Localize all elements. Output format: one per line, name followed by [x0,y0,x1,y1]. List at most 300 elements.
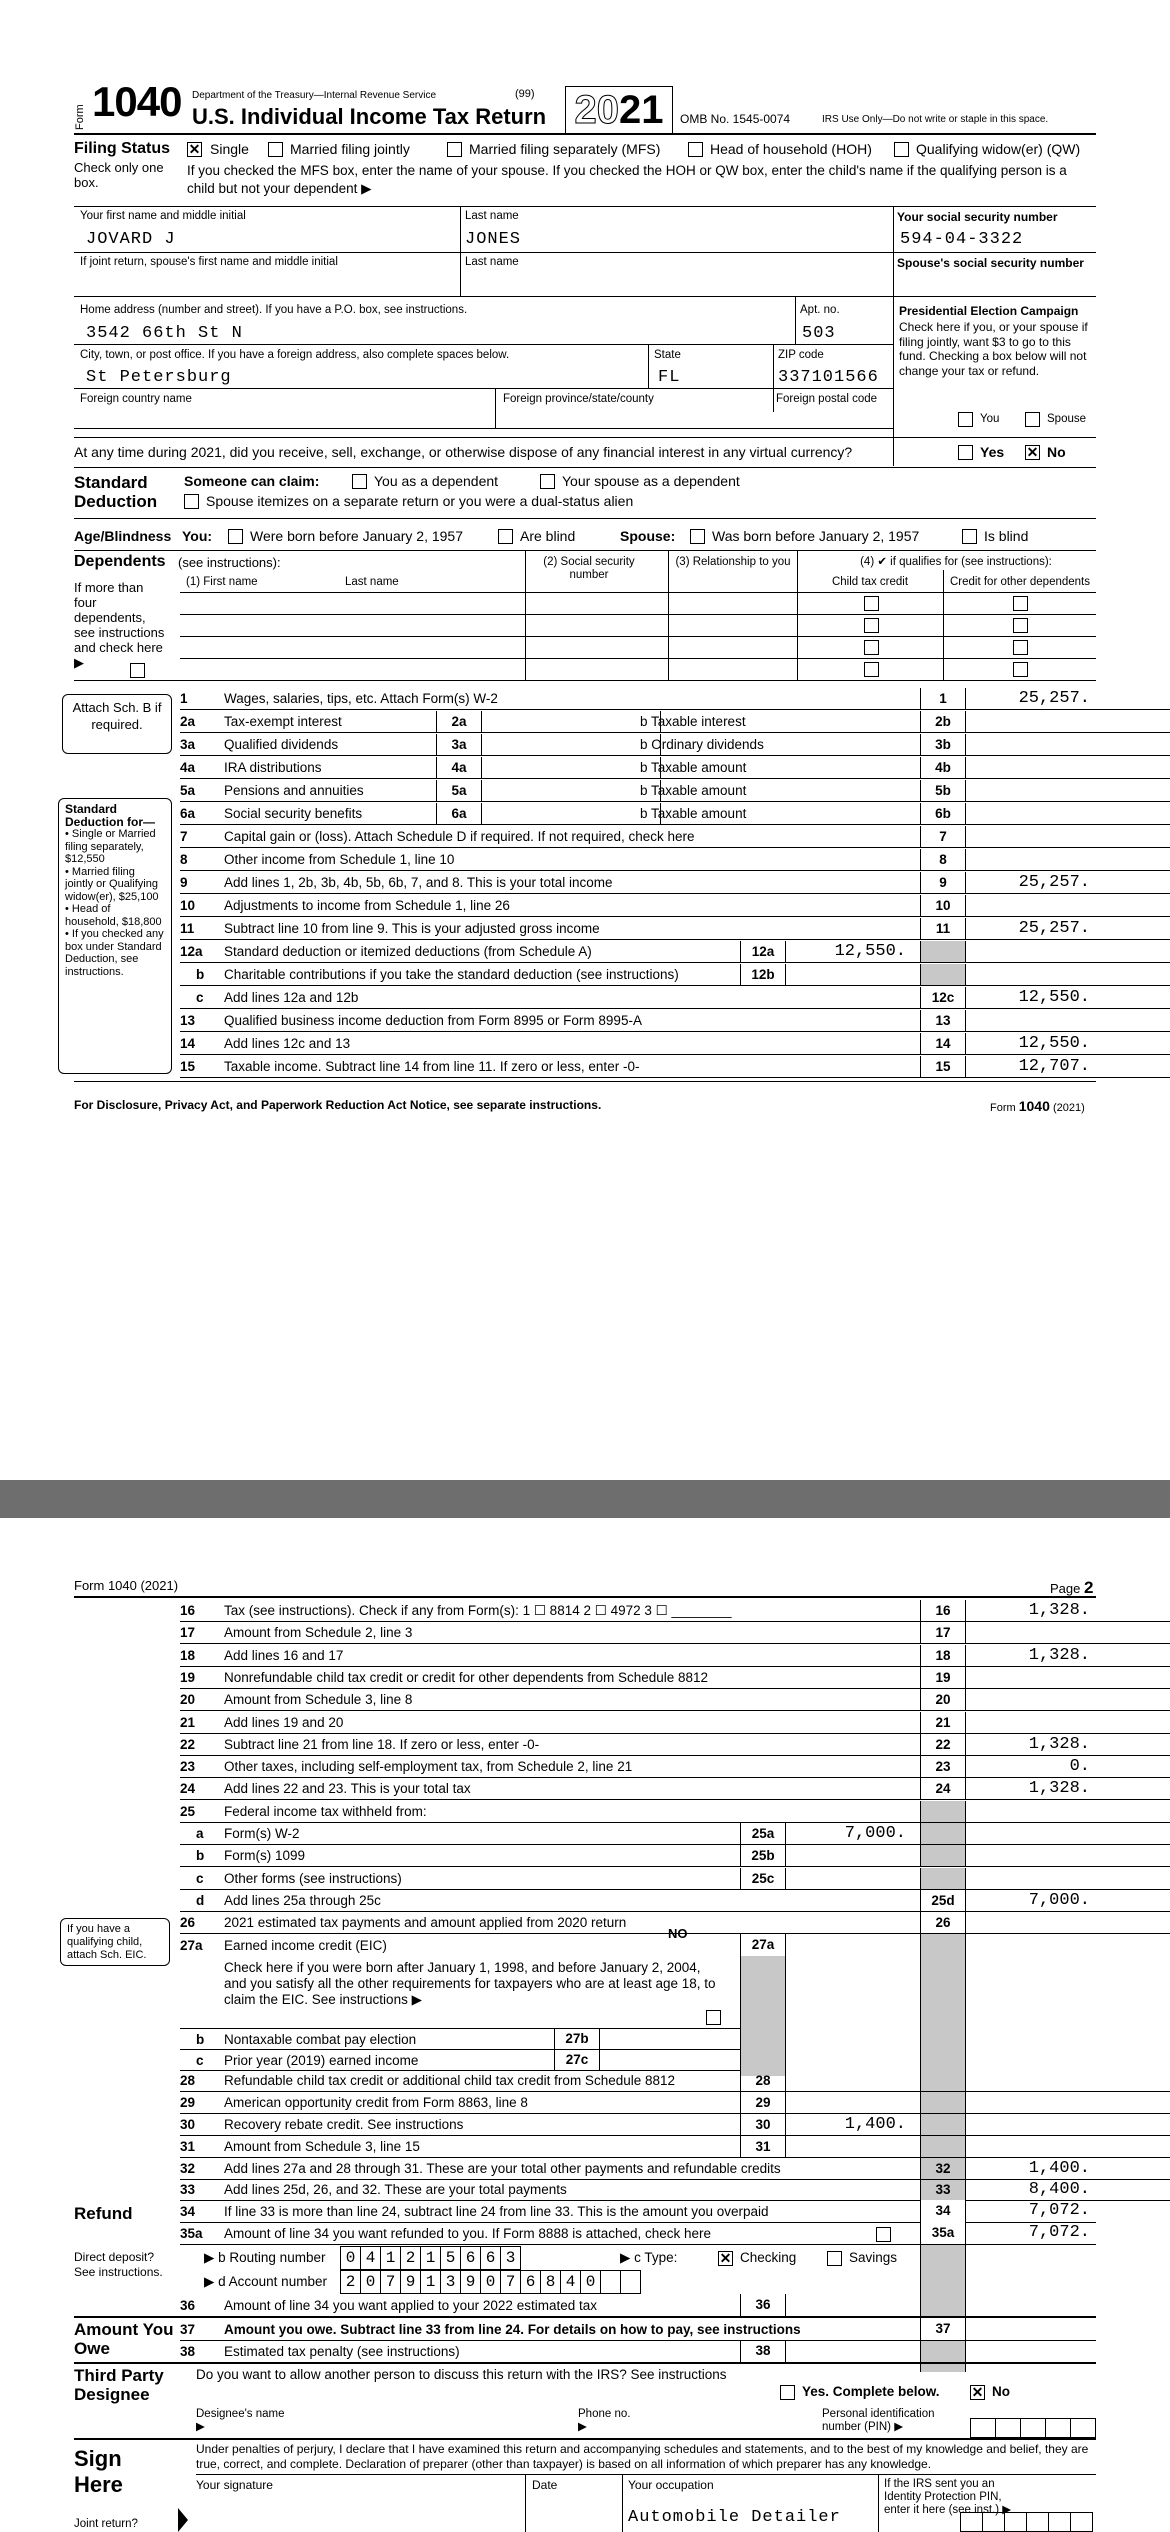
line-15-row [0,1056,1170,1078]
line-label: Add lines 12a and 12b [224,990,359,1005]
line-31-row [0,2136,1170,2158]
dep4-odc-checkbox[interactable] [1013,662,1028,677]
line-label: Federal income tax withheld from: [224,1803,427,1819]
line-box-number [920,1801,966,1822]
ssn-value[interactable]: 594-04-3322 [900,230,1024,249]
line-amount[interactable]: 1,400. [1028,2159,1090,2178]
line-number: b [196,1848,205,1864]
dep2-odc-checkbox[interactable] [1013,618,1028,633]
line-25-row [0,1801,1170,1823]
line-sub-field[interactable] [784,1823,921,1845]
you-blind-label: Are blind [520,528,576,544]
line-amount[interactable]: 12,707. [1018,1057,1090,1076]
line-35a-amount[interactable]: 7,072. [1028,2223,1090,2242]
last-name-value[interactable]: JONES [465,230,522,249]
account-digit: 0 [361,2271,381,2293]
line-2b-row [0,711,1170,733]
routing-digit: 5 [441,2247,461,2269]
line-6b-row [0,803,1170,825]
line-13-row [0,1010,1170,1032]
occupation-value[interactable]: Automobile Detailer [628,2508,841,2527]
designee-pin-field[interactable] [970,2418,1096,2438]
dep1-odc-checkbox[interactable] [1013,596,1028,611]
line-amount[interactable]: 8,400. [1028,2180,1090,2199]
line-number: 16 [180,1603,196,1618]
line-box-number [920,2136,966,2157]
line-box-number: 22 [920,1734,966,1755]
line-box-number [920,1868,966,1889]
department: Department of the Treasury—Internal Revenue Service [192,90,437,101]
line-14-row [0,1033,1170,1055]
pec-you-checkbox[interactable] [958,412,973,427]
line-label: Nonrefundable child tax credit or credit for other dependents from Schedule 8812 [224,1669,709,1685]
spouse-born-label: Was born before January 2, 1957 [712,528,920,544]
line-label: American opportunity credit from Form 8863, line 8 [224,2095,528,2110]
line-sub-field[interactable] [480,711,661,733]
line-label: Other forms (see instructions) [224,1870,402,1886]
mfs-label: Married filing separately (MFS) [469,141,661,157]
line-9-row [0,872,1170,894]
you-dependent-checkbox[interactable] [352,474,367,489]
line-sub-box: 6a [436,803,482,824]
line-number: 28 [180,2073,196,2088]
line-27b-box: 27b [554,2028,600,2049]
dep2-ctc-checkbox[interactable] [864,618,879,633]
age-blindness-heading: Age/Blindness [74,528,172,544]
line-sub-field[interactable] [784,2092,921,2114]
line-box-number: 2b [920,711,966,732]
line-box-number: 12c [920,987,966,1008]
form-label: Form [74,104,86,130]
line-amount[interactable]: 1,328. [1028,1779,1090,1799]
line-number: 24 [180,1781,196,1797]
routing-label: ▶ b Routing number [204,2250,326,2265]
line-box-number: 6b [920,803,966,824]
line-amount[interactable]: 1,328. [1028,1645,1090,1665]
joint-return-label: Joint return? [74,2518,138,2530]
line-amount[interactable]: 12,550. [1018,1034,1090,1053]
line-27c-label: Prior year (2019) earned income [224,2053,419,2068]
account-digit: 3 [441,2271,461,2293]
dep-col-qualifies: (4) ✔ if qualifies for (see instructions): [860,556,1052,568]
ssn-label: Your social security number [897,210,1058,224]
std-deduction-sidebox-title: Standard Deduction for— [65,802,155,829]
dep-col-last: Last name [345,576,399,588]
perjury-statement: Under penalties of perjury, I declare that I have examined this return and accompanying schedules and statements, and to the best of my knowledge and belief, they are true, correct, and complete. Declaration of preparer (other than taxpayer) is based on all information of which preparer has any knowledge. [196,2442,1089,2471]
line-box-number [920,1823,966,1844]
std-deduction-heading: Standard Deduction [74,473,158,511]
line-37-label: Amount you owe. Subtract line 33 from line 24. For details on how to pay, see instructions [224,2322,801,2337]
line-label: Tax (see instructions). Check if any from Form(s): 1 ☐ 8814 2 ☐ 4972 3 ☐ ________ [224,1603,732,1618]
line-27-check-text: Check here if you were born after January 1, 1998, and before January 2, 2004, and you satisfy all the other requirements for taxpayers who are at least age 18, to claim the EIC. See instructions ▶ [224,1960,716,2007]
line-number: 22 [180,1736,196,1752]
mfj-checkbox[interactable] [268,142,283,157]
line-box-number: 24 [920,1778,966,1799]
address-value[interactable]: 3542 66th St N [86,324,243,343]
line-label: Qualified dividends [224,737,339,752]
line-sub-field[interactable] [480,734,661,756]
you-blind-checkbox[interactable] [498,529,513,544]
line-36-box: 36 [740,2294,786,2316]
line-sub-field[interactable] [480,803,661,825]
routing-digit: 1 [421,2247,441,2269]
line-37-number: 37 [180,2322,196,2337]
account-digit: 1 [421,2271,441,2293]
city-value[interactable]: St Petersburg [86,368,232,387]
line-sub-field[interactable] [784,1845,921,1867]
line-25c-row [0,1868,1170,1890]
account-number-field[interactable] [340,2270,641,2294]
line-5b-row [0,780,1170,802]
last-name-label: Last name [465,210,519,222]
zip-value[interactable]: 337101566 [778,368,879,387]
you-label: You: [182,528,213,544]
dependents-more-checkbox[interactable] [130,663,145,678]
line-36-label: Amount of line 34 you want applied to your 2022 estimated tax [224,2298,597,2313]
line-34-box: 34 [920,2200,966,2222]
line-27a-label: Earned income credit (EIC) [224,1938,387,1953]
line-28-row [0,2070,1170,2092]
line-label: Add lines 25a through 25c [224,1892,381,1908]
line-number: 17 [180,1625,196,1641]
line-number: 23 [180,1759,196,1775]
line-sub-field[interactable] [784,2114,921,2136]
date-label: Date [532,2478,558,2492]
line-label: Amount from Schedule 3, line 8 [224,1692,413,1708]
spouse-itemizes-label: Spouse itemizes on a separate return or you were a dual-status alien [206,493,634,509]
line-35a-box: 35a [920,2222,966,2244]
dep3-ctc-checkbox[interactable] [864,640,879,655]
line-sub-amount[interactable]: 12,550. [834,942,906,961]
footer-form: Form 1040 (2021) [990,1098,1085,1114]
pec-title: Presidential Election Campaign [899,304,1079,318]
line-label: Add lines 1, 2b, 3b, 4b, 5b, 6b, 7, and 8. This is your total income [224,875,613,890]
line-amount[interactable]: 1,328. [1028,1734,1090,1754]
third-party-heading: Third Party Designee [74,2366,164,2404]
line-label: Pensions and annuities [224,783,364,798]
line-label: Recovery rebate credit. See instructions [224,2117,464,2132]
line-27-checkbox[interactable] [706,2010,721,2025]
line-4b-row [0,757,1170,779]
account-type-label: ▶ c Type: [620,2250,678,2265]
spouse-last-name-label: Last name [465,256,519,268]
line-sub-box: 5a [436,780,482,801]
line-box-number: 15 [920,1056,966,1077]
dep3-odc-checkbox[interactable] [1013,640,1028,655]
line-number: 13 [180,1013,196,1028]
line-24-row [0,1778,1170,1800]
line-number: 25 [180,1803,196,1819]
hoh-checkbox[interactable] [688,142,703,157]
line-box-number: 32 [920,2158,966,2179]
footer-disclosure: For Disclosure, Privacy Act, and Paperwork Reduction Act Notice, see separate instructions. [74,1098,602,1112]
line-16-row [0,1600,1170,1622]
account-label: ▶ d Account number [204,2274,327,2289]
std-deduction-sidebox-items: • Single or Married filing separately, $12,550 • Married filing jointly or Qualifying widow(er), $25,100 • Head of household, $18,800 • If you checked any box under Standard Deduction, see instructions. [65,828,164,978]
page2-number: Page 2 [1050,1578,1094,1597]
line-amount[interactable]: 12,550. [1018,988,1090,1007]
line-label: Qualified business income deduction from Form 8995 or Form 8995-A [224,1013,642,1028]
third-party-yes-checkbox[interactable] [780,2385,795,2400]
line-sub-box: 12b [740,964,786,985]
account-digit [601,2271,621,2293]
line-number: b [196,967,205,982]
page2-header: Form 1040 (2021) [74,1578,179,1593]
account-digit: 9 [401,2271,421,2293]
line-number: 26 [180,1915,196,1931]
savings-checkbox[interactable] [827,2251,842,2266]
savings-label: Savings [849,2250,898,2265]
line-label: Other income from Schedule 1, line 10 [224,852,455,867]
line-21-row [0,1712,1170,1734]
checking-label: Checking [740,2250,797,2265]
line-34-amount[interactable]: 7,072. [1028,2201,1090,2220]
line-label: 2021 estimated tax payments and amount applied from 2020 return [224,1915,627,1931]
spouse-itemizes-checkbox[interactable] [184,494,199,509]
line-number: 32 [180,2161,196,2176]
line-b-label: b Taxable amount [640,806,747,821]
line-number: 30 [180,2117,196,2132]
filing-status-sub: Check only one box. [74,160,164,190]
account-digit [621,2271,640,2293]
line-label: Add lines 16 and 17 [224,1647,344,1663]
direct-deposit-note: Direct deposit? See instructions. [74,2250,163,2279]
account-digit: 4 [561,2271,581,2293]
line-amount[interactable]: 25,257. [1018,873,1090,892]
dep1-ctc-checkbox[interactable] [864,596,879,611]
qw-checkbox[interactable] [894,142,909,157]
line-box-number: 23 [920,1756,966,1777]
third-party-no-label: No [992,2384,1010,2399]
dep4-ctc-checkbox[interactable] [864,662,879,677]
line-3b-row [0,734,1170,756]
line-12a-row [0,941,1170,963]
line-number: 15 [180,1059,196,1074]
line-number: 10 [180,898,196,913]
line-number: 5a [180,783,196,798]
line-number: c [196,990,204,1005]
spouse-name-label: If joint return, spouse's first name and middle initial [80,256,338,268]
mfj-label: Married filing jointly [290,141,410,157]
line-amount[interactable]: 25,257. [1018,689,1090,708]
line-label: Amount from Schedule 2, line 3 [224,1625,413,1641]
line-number: 18 [180,1647,196,1663]
mfs-checkbox[interactable] [447,142,462,157]
line-box-number: 25d [920,1890,966,1911]
pec-text: Check here if you, or your spouse if filing jointly, want $3 to go to this fund. Checking a box below will not change your tax or refund. [899,320,1088,378]
form-8888-checkbox[interactable] [876,2227,891,2242]
line-label: Add lines 22 and 23. This is your total tax [224,1781,471,1797]
line-25b-row [0,1845,1170,1867]
line-27b-number: b [196,2032,205,2047]
hoh-label: Head of household (HOH) [710,141,872,157]
line-1-row [0,688,1170,710]
apt-value[interactable]: 503 [802,324,836,343]
someone-can-claim: Someone can claim: [184,473,320,489]
line-38-label: Estimated tax penalty (see instructions) [224,2344,460,2359]
line-b-label: b Taxable amount [640,760,747,775]
virtual-currency-question: At any time during 2021, did you receive, sell, exchange, or otherwise dispose of any financial interest in any virtual currency? [74,444,853,460]
line-amount[interactable]: 0. [1069,1757,1090,1777]
checking-checkbox[interactable]: ✕ [719,2250,732,2266]
line-10-row [0,895,1170,917]
first-name-label: Your first name and middle initial [80,210,246,222]
line-number: 33 [180,2182,196,2197]
filing-status-note: If you checked the MFS box, enter the name of your spouse. If you checked the HOH or QW box, enter the child's name if the qualifying person is a child but not your dependent ▶ [187,163,1067,196]
line-box-number: 18 [920,1645,966,1666]
pec-spouse-checkbox[interactable] [1025,412,1040,427]
line-label: Form(s) 1099 [224,1848,306,1864]
ip-pin-field[interactable] [960,2512,1093,2532]
line-box-number: 4b [920,757,966,778]
line-sub-field[interactable] [784,1868,921,1890]
line-sub-amount[interactable]: 7,000. [844,1824,906,1843]
line-sub-field[interactable] [784,2070,921,2092]
line-box-number [920,2070,966,2091]
line-23-row [0,1756,1170,1778]
line-sub-box: 28 [740,2070,786,2091]
line-sub-field[interactable] [784,964,921,986]
line-20-row [0,1689,1170,1711]
line-sub-box: 2a [436,711,482,732]
foreign-country-label: Foreign country name [80,393,192,405]
line-b-label: b Ordinary dividends [640,737,764,752]
account-digit: 2 [341,2271,361,2293]
line-sub-amount[interactable]: 1,400. [844,2115,906,2134]
line-26-row [0,1912,1170,1934]
line-box-number: 14 [920,1033,966,1054]
irs-use-only: IRS Use Only—Do not write or staple in this space. [822,114,1049,125]
form-number: 1040 [92,78,182,125]
virtual-no-checkbox[interactable]: ✕ [1026,444,1039,460]
line-25d-row [0,1890,1170,1912]
city-label: City, town, or post office. If you have a foreign address, also complete spaces below. [80,349,510,361]
line-sub-field[interactable] [480,780,661,802]
line-number: 3a [180,737,196,752]
line-label: Add lines 12c and 13 [224,1036,351,1051]
line-box-number: 16 [920,1600,966,1621]
line-sub-field[interactable] [480,757,661,779]
spouse-dependent-label: Your spouse as a dependent [562,473,740,489]
line-27c-number: c [196,2053,204,2068]
line-22-row [0,1734,1170,1756]
line-label: Adjustments to income from Schedule 1, line 26 [224,898,510,913]
line-35a-label: Amount of line 34 you want refunded to you. If Form 8888 is attached, check here [224,2226,712,2241]
line-label: Tax-exempt interest [224,714,342,729]
line-label: Refundable child tax credit or additional child tax credit from Schedule 8812 [224,2073,676,2088]
line-sub-field[interactable] [784,2136,921,2158]
line-30-row [0,2114,1170,2136]
dependents-see: (see instructions): [178,555,281,570]
line-sub-box: 25a [740,1823,786,1844]
attach-sch-b-note: Attach Sch. B if required. [62,694,172,754]
line-sub-box: 4a [436,757,482,778]
account-digit: 0 [581,2271,601,2293]
your-signature-label: Your signature [196,2478,273,2492]
line-sub-box: 25c [740,1868,786,1889]
line-amount[interactable]: 25,257. [1018,919,1090,938]
account-digit: 8 [541,2271,561,2293]
line-27c-box: 27c [554,2049,600,2070]
you-born-before-label: Were born before January 2, 1957 [250,528,463,544]
line-label: Wages, salaries, tips, etc. Attach Form(s) W-2 [224,691,498,706]
state-value[interactable]: FL [658,368,681,387]
line-sub-field[interactable] [784,941,921,963]
routing-number-field[interactable] [340,2246,521,2270]
line-number: 4a [180,760,196,775]
line-box-number: 3b [920,734,966,755]
spouse-dependent-checkbox[interactable] [540,474,555,489]
account-digit: 7 [501,2271,521,2293]
you-born-before-checkbox[interactable] [228,529,243,544]
line-label: Add lines 27a and 28 through 31. These are your total other payments and refundable credits [224,2161,781,2176]
line-box-number [920,2114,966,2135]
single-checkbox[interactable]: ✕ [188,141,201,157]
line-box-number: 33 [920,2179,966,2200]
line-box-number: 21 [920,1712,966,1733]
line-7-row [0,826,1170,848]
apt-label: Apt. no. [800,304,840,316]
line-34-label: If line 33 is more than line 24, subtract line 24 from line 33. This is the amount you overpaid [224,2204,769,2219]
line-sub-box: 3a [436,734,482,755]
line-amount[interactable]: 1,328. [1028,1601,1090,1620]
spouse-born-checkbox[interactable] [690,529,705,544]
sign-here-heading: Sign Here [74,2446,123,2497]
line-number: 12a [180,944,203,959]
routing-digit: 2 [401,2247,421,2269]
dep-col-first: (1) First name [186,576,258,588]
spouse-ssn-label: Spouse's social security number [897,256,1084,270]
line-box-number: 19 [920,1667,966,1688]
zip-label: ZIP code [778,349,824,361]
line-box-number: 8 [920,849,966,870]
line-38-box: 38 [740,2340,786,2362]
line-label: Subtract line 10 from line 9. This is your adjusted gross income [224,921,600,936]
third-party-no-checkbox[interactable]: ✕ [971,2384,984,2400]
line-number: 29 [180,2095,196,2110]
line-36-number: 36 [180,2298,196,2313]
line-12b-row [0,964,1170,986]
line-29-row [0,2092,1170,2114]
filing-status-heading: Filing Status [74,140,170,157]
form-page-2 [0,1518,1170,2532]
line-label: Other taxes, including self-employment tax, from Schedule 2, line 21 [224,1759,633,1775]
virtual-no-label: No [1047,444,1066,460]
line-sub-box: 30 [740,2114,786,2135]
virtual-yes-label: Yes [980,444,1005,460]
line-38-number: 38 [180,2344,196,2359]
line-number: d [196,1892,205,1908]
line-number: 19 [180,1669,196,1685]
line-number: 7 [180,829,188,844]
line-sub-box: 25b [740,1845,786,1866]
line-box-number: 13 [920,1010,966,1031]
line-box-number: 1 [920,688,966,709]
line-label: Subtract line 21 from line 18. If zero or less, enter -0- [224,1736,540,1752]
account-digit: 7 [381,2271,401,2293]
first-name-value[interactable]: JOVARD J [86,230,176,249]
spouse-label: Spouse: [620,528,676,544]
third-party-yes-label: Yes. Complete below. [802,2384,940,2399]
virtual-yes-checkbox[interactable] [958,445,973,460]
spouse-blind-checkbox[interactable] [962,529,977,544]
line-box-number [920,2092,966,2113]
line-label: Standard deduction or itemized deductions (from Schedule A) [224,944,592,959]
tax-year: 2021 [565,86,673,134]
line-number: 20 [180,1692,196,1708]
line-box-number [920,1845,966,1866]
line-amount[interactable]: 7,000. [1028,1890,1090,1910]
